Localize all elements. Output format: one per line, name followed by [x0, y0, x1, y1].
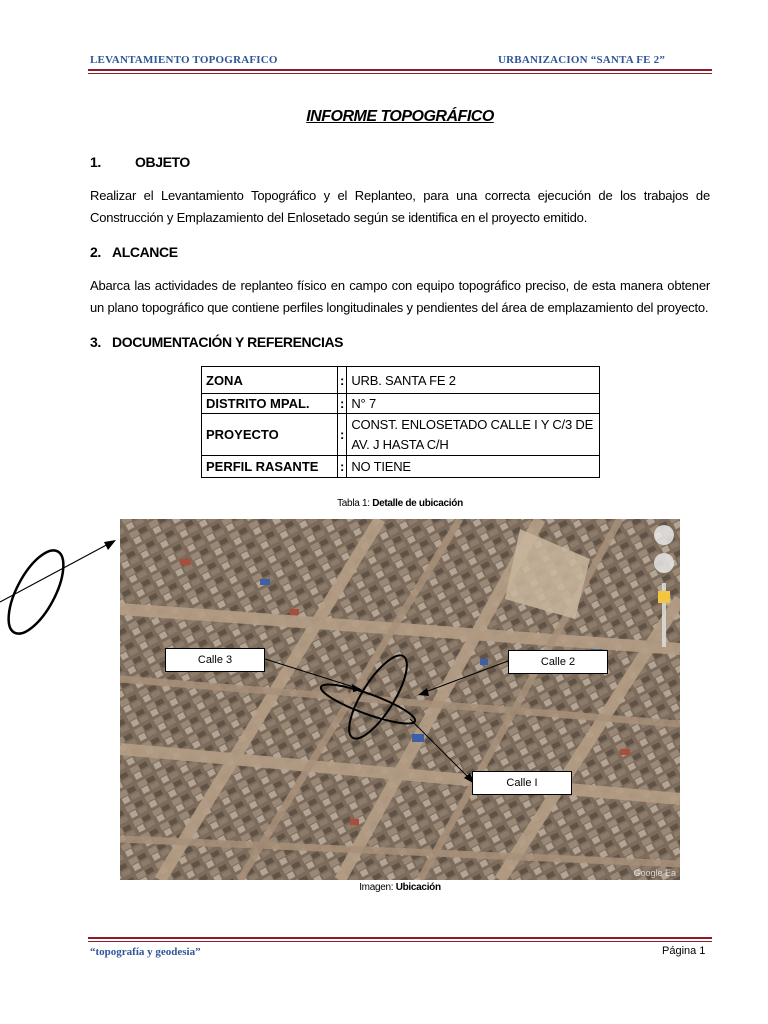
row-separator: : — [338, 456, 347, 478]
section-title: DOCUMENTACIÓN Y REFERENCIAS — [112, 334, 344, 350]
table-row — [202, 394, 600, 414]
annotation-ellipse-arrow — [0, 530, 125, 640]
section-text-objeto: Realizar el Levantamiento Topográfico y el Replanteo, para una correcta ejecución de los trabajos de Construcción y Emplazamiento del Enlosetado según se identifica en el proyecto emitido. — [90, 188, 710, 225]
page-number: Página 1 — [662, 945, 706, 957]
row-value: N° 7 — [347, 394, 600, 414]
map-label-calle-2: Calle 2 — [508, 650, 608, 674]
header-right: URBANIZACION “SANTA FE 2” — [498, 54, 666, 66]
map-watermark: Google Ea — [633, 868, 676, 878]
row-key: DISTRITO MPAL. — [202, 394, 338, 414]
caption-bold: Detalle de ubicación — [372, 498, 463, 509]
row-separator: : — [338, 367, 347, 394]
location-details-table — [201, 366, 600, 478]
header-left: LEVANTAMIENTO TOPOGRAFICO — [90, 54, 278, 66]
row-value: URB. SANTA FE 2 — [347, 367, 600, 394]
section-number: 3. — [90, 334, 101, 350]
header-rule-thin — [88, 73, 712, 74]
section-title: ALCANCE — [112, 244, 178, 260]
image-caption — [0, 882, 768, 893]
section-heading-objeto — [90, 154, 190, 170]
satellite-map-image — [120, 519, 680, 880]
footer-rule — [88, 937, 712, 939]
table-row — [202, 456, 600, 478]
header-rule — [88, 69, 712, 71]
row-value: CONST. ENLOSETADO CALLE I Y C/3 DE AV. J HASTA C/H — [347, 414, 600, 456]
table-caption — [0, 498, 768, 509]
footer-left: “topografía y geodesia” — [90, 946, 201, 958]
caption-prefix: Imagen: — [359, 882, 396, 893]
row-value: NO TIENE — [347, 456, 600, 478]
row-separator: : — [338, 394, 347, 414]
section-title: OBJETO — [135, 154, 190, 170]
section-number: 2. — [90, 244, 101, 260]
row-key: PERFIL RASANTE — [202, 456, 338, 478]
table-row — [202, 414, 600, 456]
map-label-calle-3: Calle 3 — [165, 648, 265, 672]
section-heading-alcance — [90, 244, 178, 260]
table-row — [202, 367, 600, 394]
row-key: ZONA — [202, 367, 338, 394]
map-label-calle-i: Calle I — [472, 771, 572, 795]
row-key: PROYECTO — [202, 414, 338, 456]
section-text-alcance: Abarca las actividades de replanteo físico en campo con equipo topográfico preciso, de esta manera obtener un plano topográfico que contiene perfiles longitudinales y pendientes del área de emplazamiento del proyecto. — [90, 278, 710, 315]
map-terrain — [120, 519, 680, 880]
section-number: 1. — [90, 154, 101, 170]
footer-rule-thin — [88, 941, 712, 942]
row-separator: : — [338, 414, 347, 456]
caption-bold: Ubicación — [395, 882, 441, 893]
document-title: INFORME TOPOGRÁFICO — [306, 108, 494, 125]
caption-prefix: Tabla 1: — [337, 498, 373, 509]
section-heading-documentacion — [90, 334, 343, 350]
